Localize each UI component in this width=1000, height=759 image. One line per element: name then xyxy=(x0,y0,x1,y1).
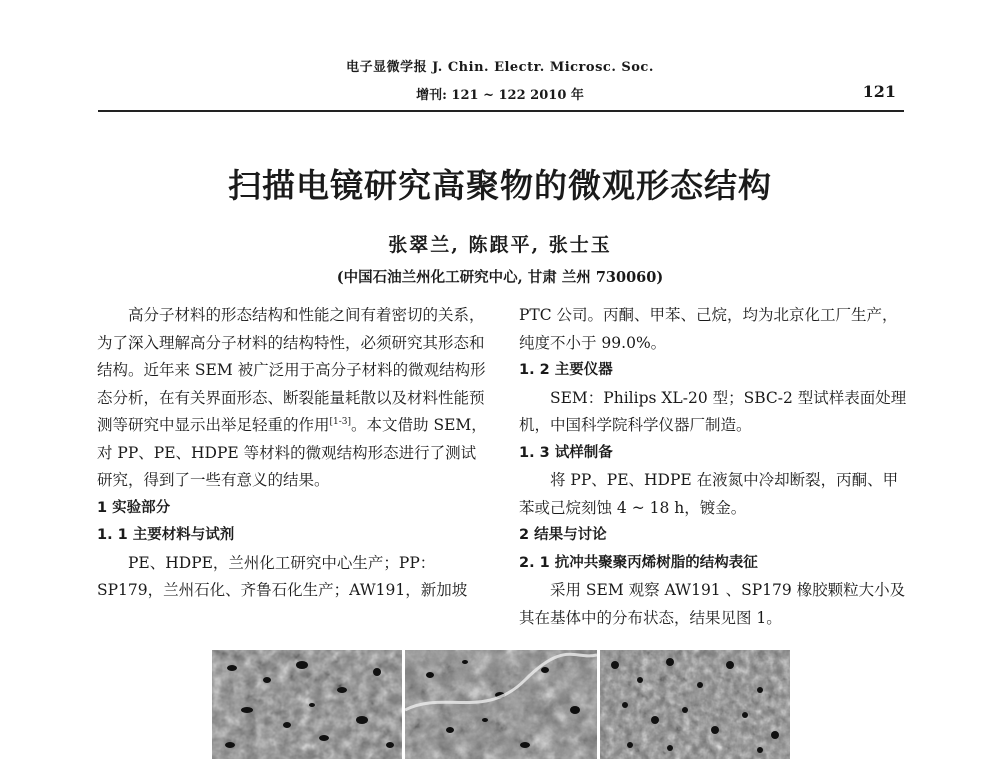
subsection-heading-1-2: 1. 2 主要仪器 xyxy=(519,362,613,378)
section-heading-2: 2 结果与讨论 xyxy=(519,527,607,543)
subsection-heading-1-3: 1. 3 试样制备 xyxy=(519,444,613,461)
journal-header: 电子显微学报 J. Chin. Electr. Microsc. Soc. xyxy=(346,60,654,75)
instruments-paragraph: SEM：Philips XL-20 型；SBC-2 型试样表面处理机，中国科学院科学仪器厂制造。 xyxy=(519,388,907,434)
sem-micrograph-2 xyxy=(405,650,597,759)
subsection-heading-2-1: 2. 1 抗冲共聚聚丙烯树脂的结构表征 xyxy=(519,554,758,571)
citation-ref: [1-3] xyxy=(329,416,352,427)
left-column xyxy=(97,302,490,605)
subsection-heading-1-1: 1. 1 主要材料与试剂 xyxy=(97,527,235,543)
intro-text: 高分子材料的形态结构和性能之间有着密切的关系，为了深入理解高分子材料的结构特性，必须研究其形态和结构。近年来 SEM 被广泛用于高分子材料的微观结构形态分析，在有关界面形态、断裂能量耗散以及材料性能预测等研究中显示出举足轻重的作用 xyxy=(97,306,486,434)
materials-paragraph: PE、HDPE，兰州化工研究中心生产；PP：SP179，兰州石化、齐鲁石化生产；AW191，新加坡 xyxy=(97,553,468,599)
issue-info: 增刊: 121 ~ 122 2010 年 xyxy=(416,88,584,103)
author-list: 张翠兰, 陈跟平, 张士玉 xyxy=(388,234,612,256)
intro-text-cont: 。本文借助 SEM，对 PP、PE、HDPE 等材料的微观结构形态进行了测试研究，得到了一些有意义的结果。 xyxy=(97,416,487,489)
page-number: 121 xyxy=(862,82,896,101)
affiliation: (中国石油兰州化工研究中心, 甘肃 兰州 730060) xyxy=(336,269,664,286)
results-paragraph: 采用 SEM 观察 AW191 、SP179 橡胶颗粒大小及其在基体中的分布状态，结果见图 1。 xyxy=(519,581,906,627)
figure-strip xyxy=(212,650,790,759)
intro-paragraph xyxy=(97,302,490,495)
sem-micrograph-1 xyxy=(212,650,402,759)
right-column xyxy=(519,302,909,632)
header-rule xyxy=(98,110,904,112)
paper-title: 扫描电镜研究高聚物的微观形态结构 xyxy=(228,166,772,205)
preparation-paragraph: 将 PP、PE、HDPE 在液氮中冷却断裂，丙酮、甲苯或己烷刻蚀 4 ~ 18 h，镀金。 xyxy=(519,471,899,517)
section-heading-1: 1 实验部分 xyxy=(97,499,171,516)
sem-micrograph-3 xyxy=(600,650,790,759)
materials-paragraph-cont: PTC 公司。丙酮、甲苯、己烷，均为北京化工厂生产，纯度不小于 99.0%。 xyxy=(519,306,898,352)
